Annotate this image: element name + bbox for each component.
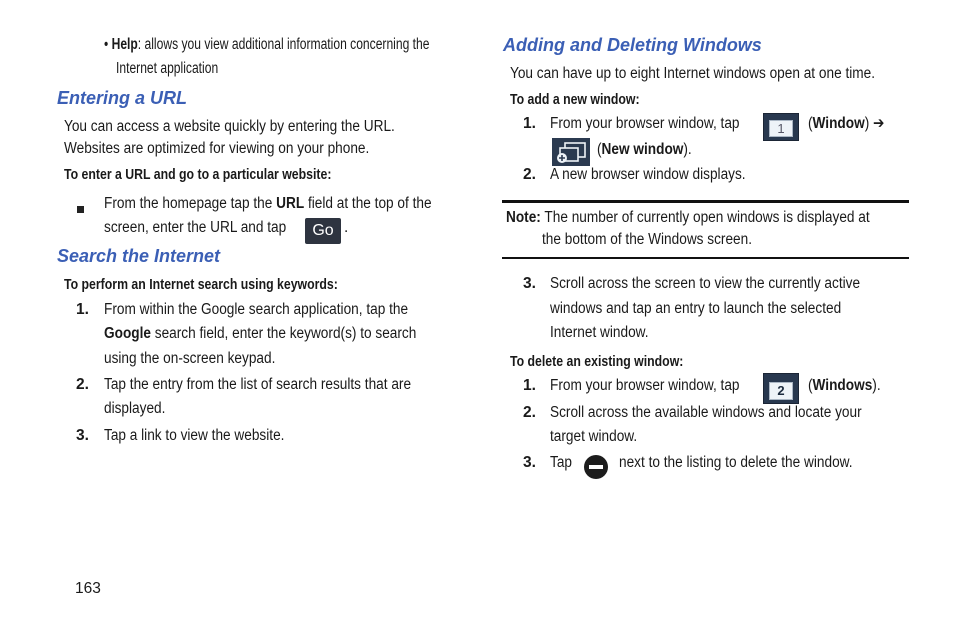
note-label: Note: [506,209,541,226]
procedure-lead: To delete an existing window: [510,353,684,370]
new-window-term: New window [601,141,684,158]
help-text: : allows you view additional information concerning the [137,36,430,53]
help-bullet-line [104,34,521,56]
arrow-icon: ➔ [873,115,885,132]
note-bottom-rule [502,257,909,259]
bullet: • [104,36,109,53]
step-text-line: Tap a link to view the website. [104,427,285,444]
window-term: Window [812,115,865,132]
step-text-line: next to the listing to delete the window. [619,454,853,471]
step-number: 1. [76,301,89,318]
bullet-text-line: screen, enter the URL and tap [104,219,287,236]
go-button-icon: Go [305,218,341,244]
procedure-lead: To perform an Internet search using keywords: [64,276,338,293]
section-heading-search: Search the Internet [57,246,221,266]
paragraph-line: You can have up to eight Internet windows open at one time. [510,65,876,82]
url-term: URL [276,195,305,212]
step-text-line: Tap [550,454,572,471]
step-number: 1. [523,377,536,394]
section-heading-entering-url: Entering a URL [57,88,188,108]
window-icon: 1 [763,113,799,141]
step-text-line: A new browser window displays. [550,166,746,183]
step-text-line: displayed. [104,400,166,417]
step-text-line: windows and tap an entry to launch the selected [550,300,842,317]
paragraph-line: You can access a website quickly by entering the URL. [64,118,395,135]
procedure-lead: To add a new window: [510,91,640,108]
step-text-line: From your browser window, tap [550,377,740,394]
period: . [344,219,349,236]
step-text-line: (Windows). [808,377,881,394]
step-text-line: From your browser window, tap [550,115,740,132]
square-bullet-icon [77,200,84,218]
step-text-line: (New window). [597,141,692,158]
step-text-line: From within the Google search application, tap the [104,301,409,318]
google-term: Google [104,325,151,342]
step-number: 2. [523,166,536,183]
step-number: 2. [523,404,536,421]
step-number: 1. [523,115,536,132]
page-number: 163 [75,580,101,597]
help-term: Help [111,36,138,53]
bullet-text-line: From the homepage tap the URL field at the top of the [104,195,432,212]
step-text-line: Scroll across the screen to view the currently active [550,275,861,292]
note-top-rule [502,200,909,203]
step-text-line: target window. [550,428,638,445]
step-number: 3. [523,275,536,292]
step-number: 3. [76,427,89,444]
delete-icon [584,455,608,479]
new-window-icon [552,138,590,166]
step-text-line: Tap the entry from the list of search results that are [104,376,412,393]
windows-term: Windows [812,377,873,394]
step-text-line: Google search field, enter the keyword(s) to search [104,325,417,342]
note-line: Note: The number of currently open windows is displayed at [506,209,870,226]
note-line: the bottom of the Windows screen. [542,231,753,248]
windows-icon: 2 [763,373,799,404]
step-number: 3. [523,454,536,471]
section-heading-adding-windows: Adding and Deleting Windows [503,35,762,55]
paragraph-line: Websites are optimized for viewing on your phone. [64,140,370,157]
step-number: 2. [76,376,89,393]
procedure-lead: To enter a URL and go to a particular website: [64,166,332,183]
step-text-line: Scroll across the available windows and locate your [550,404,862,421]
step-text-line: (Window) ➔ [808,115,885,132]
step-text-line: Internet window. [550,324,649,341]
step-text-line: using the on-screen keypad. [104,350,276,367]
help-text-line-2: Internet application [116,60,219,77]
